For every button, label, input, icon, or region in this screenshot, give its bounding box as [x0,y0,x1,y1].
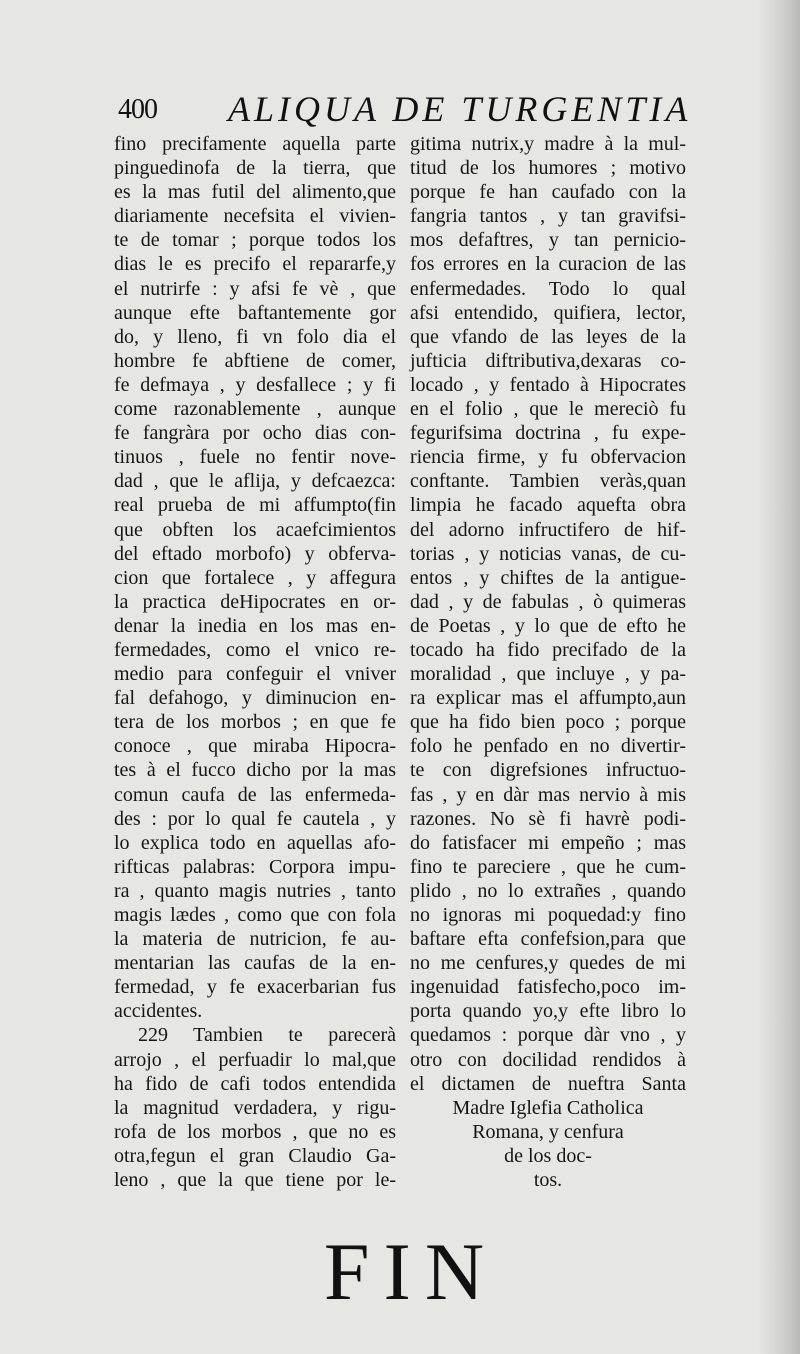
text-line: do fatisfacer mi empeño ; mas [410,831,686,854]
text-line: conoce , que miraba Hipocra- [114,735,396,758]
text-line: folo he penfado en no divertir- [410,735,686,758]
text-line: leno , que la que tiene por le- [114,1169,396,1192]
text-line: el nutrirfe : y afsi fe vè , que [114,277,396,300]
text-line: rifticas palabras: Corpora impu- [114,855,396,878]
text-line: no ignoras mi poquedad:y fino [410,904,686,926]
text-line: que ha fido bien poco ; porque [410,711,686,734]
text-line: te con digrefsiones infructuo- [410,759,686,782]
text-line: ra , quanto magis nutries , tanto [114,879,396,902]
text-line: del eftado morbofo) y obferva- [114,542,396,565]
right-column [410,132,686,1192]
text-line: des : por lo qual fe cautela , y [114,807,396,830]
text-line: magis lædes , como que con fola [114,904,396,926]
text-line: que obften los acaefcimientos [114,518,396,541]
text-line: come razonablemente , aunque [114,398,396,421]
text-line: la magnitud verdadera, y rigu- [114,1096,396,1119]
text-line: de los doc- [504,1144,592,1167]
text-line: entos , y chiftes de la antigue- [410,566,686,589]
text-line: fos errores en la curacion de las [410,253,686,276]
text-line: torias , y noticias vanas, de cu- [410,542,686,565]
text-line: fangria tantos , y tan gravifsi- [410,205,686,228]
text-line: tocado ha fido precifado de la [410,638,686,661]
text-line: moralidad , que incluye , y pa- [410,663,686,686]
text-line: no me cenfures,y quedes de mi [410,952,686,975]
text-line: dias le es precifo el repararfe,y [114,253,396,276]
text-line: fino precifamente aquella parte [114,133,396,155]
text-line: la practica deHipocrates en or- [114,590,396,613]
text-line: la materia de nutricion, fe au- [114,928,396,951]
text-line: do, y lleno, fi vn folo dia el [114,325,396,348]
text-line: ra explicar mas el affumpto,aun [410,687,686,710]
text-line: otra,fegun el gran Claudio Ga- [114,1144,396,1167]
text-line: mentarian las caufas de la en- [114,952,396,975]
text-line: gitima nutrix,y madre à la mul- [410,133,686,155]
text-line: ingenuidad fatisfecho,poco im- [410,976,686,999]
text-line: plido , no lo extrañes , quando [410,879,686,902]
text-line: diariamente necefsita el vivien- [114,205,396,228]
text-line: fino te pareciere , que he cum- [410,855,686,878]
text-line: pinguedinofa de la tierra, que [114,157,396,180]
text-line: fe defmaya , y desfallece ; y fi [114,373,396,396]
text-line: conftante. Tambien veràs,quan [410,470,686,493]
text-line: comun caufa de las enfermeda- [114,783,396,806]
text-line: rofa de los morbos , que no es [114,1120,396,1143]
text-line: jufticia diftributiva,dexaras co- [410,349,686,372]
text-line: fe fangràra por ocho dias con- [114,422,396,445]
text-line: baftare efta confefsion,para que [410,928,686,951]
text-line: 229 Tambien te parecerà [138,1024,396,1047]
text-line: fas , y en dàr mas nervio à mis [410,783,686,806]
page-number: 400 [118,94,157,125]
page-header [118,88,758,132]
text-line: quedamos : porque dàr vno , y [410,1024,686,1047]
text-line: real prueba de mi affumpto(fin [114,494,396,517]
text-line: de Poetas , y lo que de efto he [410,614,686,637]
text-line: locado , y fentado à Hipocrates [410,373,686,396]
page-edge-shadow [758,0,800,1354]
text-line: riencia firme, y fu obfervacion [410,446,686,469]
text-line: Romana, y cenfura [472,1120,624,1143]
text-line: limpia he facado aquefta obra [410,494,686,517]
text-line: tera de los morbos ; en que fe [114,711,396,734]
text-line: en el folio , que le mereciò fu [410,398,686,421]
text-line: dad , y de fabulas , ò quimeras [410,590,686,613]
text-line: hombre fe abftiene de comer, [114,349,396,372]
text-line: fermedad, y fe exacerbarian fus [114,976,396,999]
text-line: que vfando de las leyes de la [410,325,686,348]
text-line: otro con docilidad rendidos à [410,1048,686,1071]
text-line: tinuos , fuele no fentir nove- [114,446,396,469]
text-line: te de tomar ; porque todos los [114,229,396,252]
text-line: afsi entendido, quifiera, lector, [410,301,686,324]
text-line: porque fe han caufado con la [410,181,686,204]
text-line: del adorno infructifero de hif- [410,518,686,541]
text-line: aunque efte baftantemente gor [114,301,396,324]
text-line: medio para confeguir el vniver [114,663,396,686]
text-line: tes à el fucco dicho por la mas [114,759,396,782]
text-line: fegurifsima doctrina , fu expe- [410,422,686,445]
text-line: fermedades, como el vnico re- [114,638,396,661]
text-line: razones. No sè fi havrè podi- [410,807,686,830]
text-line: titud de los humores ; motivo [410,157,686,180]
text-line: ha fido de cafi todos entendida [114,1072,396,1095]
text-line: fal defahogo, y diminucion en- [114,687,396,710]
text-line: accidentes. [114,1000,203,1023]
text-line: Madre Iglefia Catholica [452,1096,644,1119]
running-title: ALIQUA DE TURGENTIA [228,89,692,129]
text-line: enfermedades. Todo lo qual [410,277,686,300]
text-line: arrojo , el perfuadir lo mal,que [114,1048,396,1071]
text-line: lo explica todo en aquellas afo- [114,831,396,854]
text-line: el dictamen de nueftra Santa [410,1072,686,1095]
text-line: mos defaftres, y tan pernicio- [410,229,686,252]
text-line: cion que fortalece , y affegura [114,566,396,589]
text-line: es la mas futil del alimento,que [114,181,396,204]
colophon-fin: FIN [323,1226,499,1317]
text-line: dad , que le aflija, y defcaezca: [114,470,396,493]
text-line: denar la inedia en los mas en- [114,614,396,637]
text-line: tos. [533,1169,563,1192]
text-line: porta quando yo,y efte libro lo [410,1000,686,1023]
left-column [114,132,396,1192]
